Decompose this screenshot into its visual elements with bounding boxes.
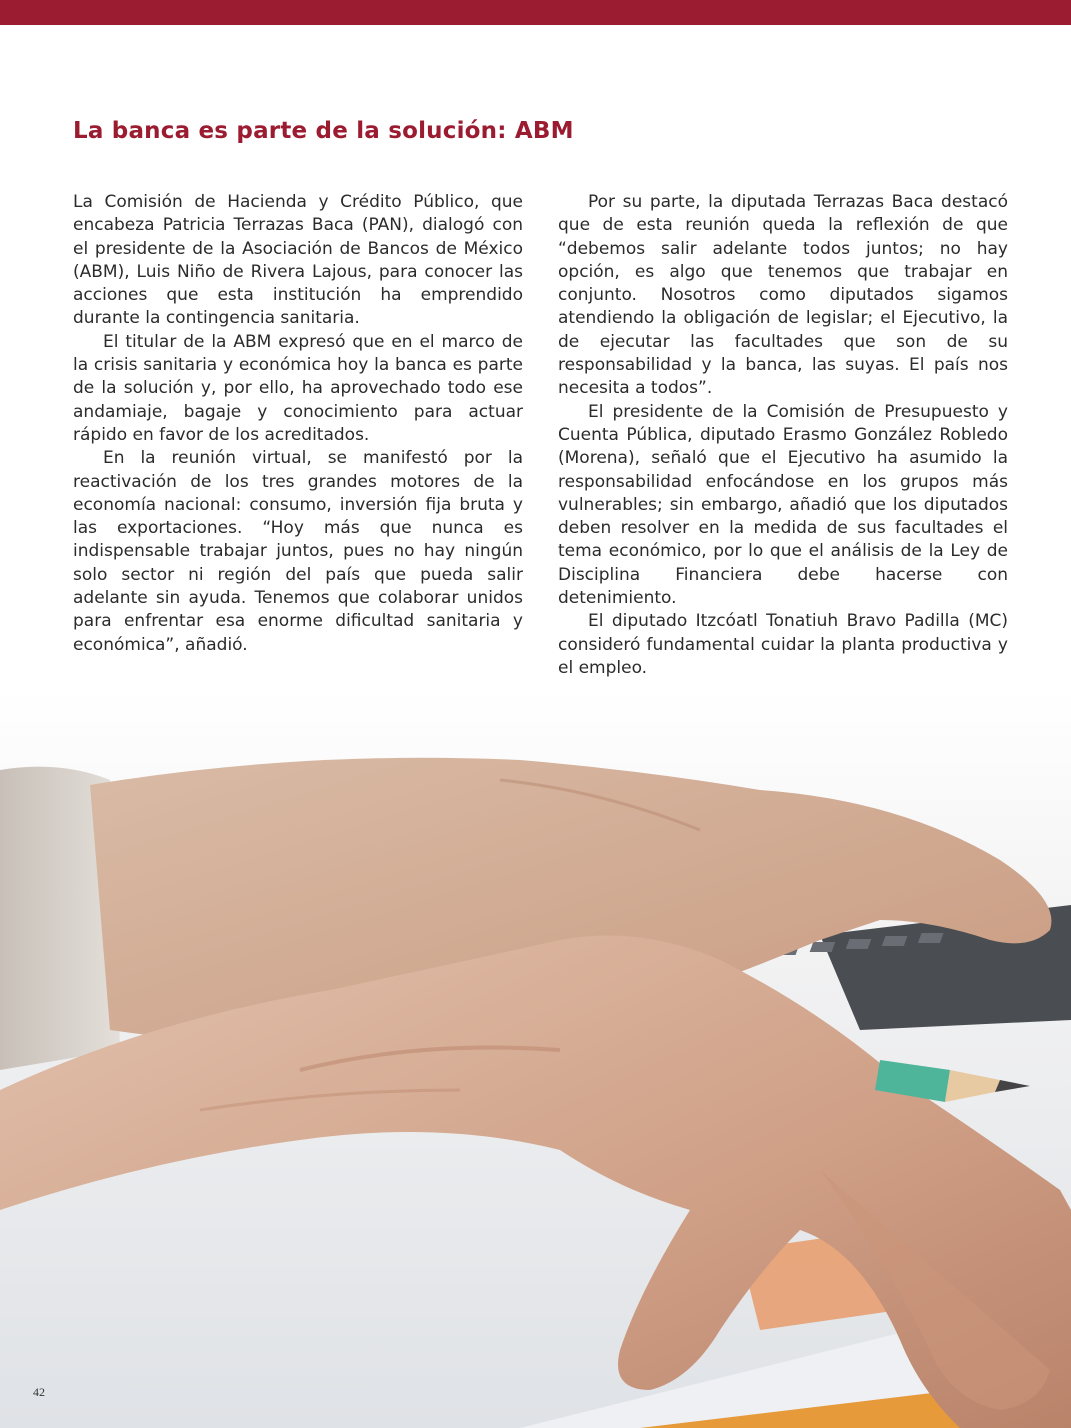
right-column — [558, 191, 1008, 680]
paragraph: En la reunión virtual, se manifestó por la reactivación de los tres grandes motores de la economía nacional: consumo, inversión fija bruta y las exportaciones. “Hoy más que nunca es indispensable trabajar juntos, pues no hay ningún solo sector ni región del país que pueda salir adelante sin ayuda. Tenemos que colaborar unidos para enfrentar esa enorme dificultad sanitaria y económica”, añadió. — [73, 448, 523, 655]
paragraph: El titular de la ABM expresó que en el marco de la crisis sanitaria y económica hoy la banca es parte de la solución y, por ello, ha aprovechado todo ese andamiaje, bagaje y conocimiento para actuar rápido en favor de los acreditados. — [73, 331, 523, 445]
page-number: 42 — [33, 1385, 45, 1399]
paragraph: El presidente de la Comisión de Presupuesto y Cuenta Pública, diputado Erasmo González Robledo (Morena), señaló que el Ejecutivo ha asumido la responsabilidad enfocándose en los grupos más vulnerables; sin embargo, añadió que los diputados deben resolver en la medida de sus facultades el tema económico, por lo que el análisis de la Ley de Disciplina Financiera debe hacerse con detenimiento. — [558, 401, 1008, 609]
hands-typing-photo — [0, 690, 1071, 1428]
paragraph: El diputado Itzcóatl Tonatiuh Bravo Padilla (MC) consideró fundamental cuidar la planta productiva y el empleo. — [558, 611, 1008, 678]
paragraph: Por su parte, la diputada Terrazas Baca destacó que de esta reunión queda la reflexión de que “debemos salir adelante todos juntos; no hay opción, es algo que tenemos que trabajar en conjunto. Nosotros como diputados sigamos atendiendo la obligación de legislar; el Ejecutivo, la de ejecutar las facultades que son de su responsabilidad y la banca, las suyas. El país nos necesita a todos”. — [558, 192, 1008, 399]
left-column — [73, 191, 523, 657]
paragraph: La Comisión de Hacienda y Crédito Público, que encabeza Patricia Terrazas Baca (PAN), dialogó con el presidente de la Asociación de Bancos de México (ABM), Luis Niño de Rivera Lajous, para conocer las acciones que esta institución ha emprendido durante la contingencia sanitaria. — [73, 192, 523, 329]
top-accent-bar — [0, 0, 1071, 25]
photo-illustration — [0, 690, 1071, 1428]
article-title: La banca es parte de la solución: ABM — [73, 118, 574, 144]
